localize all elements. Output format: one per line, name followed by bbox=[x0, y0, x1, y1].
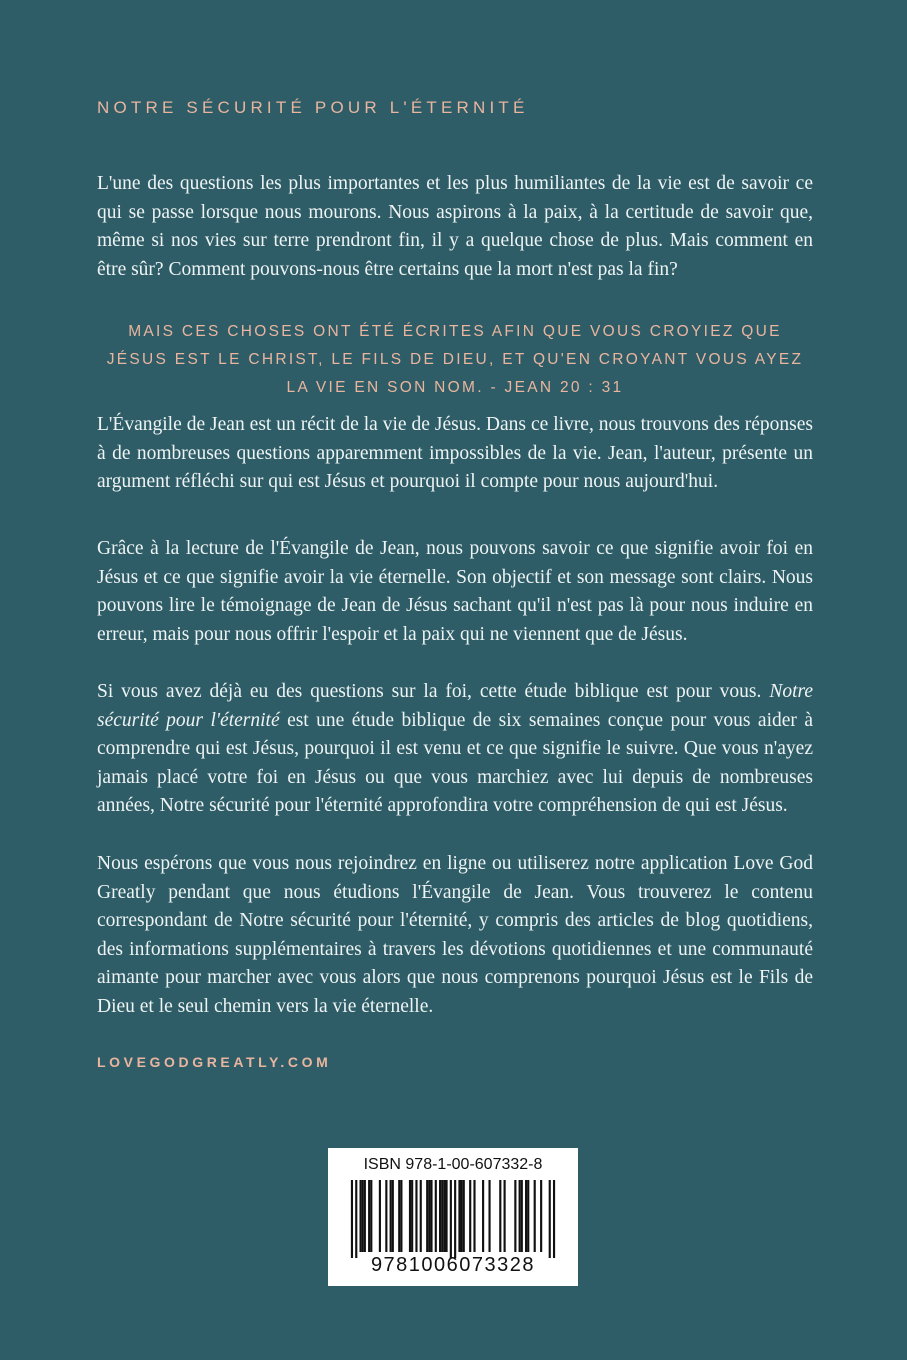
isbn-barcode bbox=[328, 1148, 578, 1286]
barcode-bar bbox=[473, 1180, 475, 1252]
barcode-bar bbox=[392, 1180, 394, 1252]
barcode-bar bbox=[435, 1180, 437, 1252]
barcode-bar bbox=[549, 1180, 551, 1258]
barcode-bar bbox=[390, 1180, 392, 1252]
barcode-bar bbox=[385, 1180, 387, 1252]
barcode-bar bbox=[411, 1180, 413, 1252]
barcode-bar bbox=[441, 1180, 443, 1252]
barcode-bar bbox=[527, 1180, 529, 1252]
barcode-bar bbox=[519, 1180, 521, 1252]
paragraph-4-book-title: Notre sécurité pour l'éternité bbox=[97, 681, 814, 731]
barcode-bar bbox=[482, 1180, 484, 1252]
barcode-bar bbox=[430, 1180, 432, 1252]
barcode-digits: 9781006073328 bbox=[370, 1254, 536, 1276]
isbn-label: ISBN 978-1-00-607332-8 bbox=[363, 1156, 543, 1173]
barcode-bar bbox=[463, 1180, 465, 1252]
barcode-bar bbox=[461, 1180, 463, 1252]
barcode-bar bbox=[445, 1180, 447, 1252]
book-title: NOTRE SÉCURITÉ POUR L'ÉTERNITÉ bbox=[97, 98, 529, 117]
barcode-bar bbox=[426, 1180, 428, 1252]
paragraph-2: L'Évangile de Jean est un récit de la vie de Jésus. Dans ce livre, nous trouvons des réponses à de nombreuses questions apparemment impossibles de la vie. Jean, l'auteur, présente un argument réfléchi sur qui est Jésus et pourquoi il compte pour nous aujourd'hui. bbox=[97, 414, 813, 492]
paragraph-4-intro: Si vous avez déjà eu des questions sur la foi, cette étude biblique est pour vous. bbox=[97, 681, 762, 702]
paragraph-5: Nous espérons que vous nous rejoindrez en ligne ou utiliserez notre application Love God Greatly pendant que nous étudions l'Évangile de Jean. Vous trouverez le contenu correspondant de Notre sécurité pour l'éternité, y compris des articles de blog quotidiens, des informations supplémentaires à travers les dévotions quotidiennes et une communauté aimante pour marcher avec vous alors que nous comprenons pourquoi Jésus est le Fils de Dieu et le seul chemin vers la vie éternelle. bbox=[97, 853, 813, 1017]
barcode-bar bbox=[428, 1180, 430, 1252]
barcode-bar bbox=[454, 1180, 456, 1258]
barcode-bar bbox=[469, 1180, 471, 1252]
barcode-bar bbox=[439, 1180, 441, 1252]
barcode-bar bbox=[499, 1180, 501, 1252]
barcode-bar bbox=[368, 1180, 370, 1252]
barcode-bar bbox=[351, 1180, 353, 1258]
paragraph-1: L'une des questions les plus importantes et les plus humiliantes de la vie est de savoir ce qui se passe lorsque nous mourons. Nous aspirons à la paix, à la certitude de savoir que, même si nos vies sur terre prendront fin, il y a quelque chose de plus. Mais comment en être sûr? Comment pouvons-nous être certains que la mort n'est pas la fin? bbox=[97, 173, 813, 280]
barcode-bar bbox=[355, 1180, 357, 1258]
barcode-bar bbox=[400, 1180, 402, 1252]
barcode-bar bbox=[398, 1180, 400, 1252]
barcode-bar bbox=[534, 1180, 536, 1252]
barcode-bar bbox=[540, 1180, 542, 1252]
barcode-bar bbox=[488, 1180, 490, 1252]
barcode-bar bbox=[553, 1180, 555, 1258]
barcode-bar bbox=[379, 1180, 381, 1252]
paragraph-3: Grâce à la lecture de l'Évangile de Jean, nous pouvons savoir ce que signifie avoir foi en Jésus et ce que signifie avoir la vie éternelle. Son objectif et son message sont clairs. Nous pouvons lire le témoignage de Jean de Jésus sachant qu'il n'est pas là pour nous induire en erreur, mais pour nous offrir l'espoir et la paix qui ne viennent que de Jésus. bbox=[97, 538, 813, 645]
scripture-verse: MAIS CES CHOSES ONT ÉTÉ ÉCRITES AFIN QUE VOUS CROYIEZ QUE JÉSUS EST LE CHRIST, LE FILS DE DIEU, ET QU'EN CROYANT VOUS AYEZ LA VIE EN SON NOM. - JEAN 20 : 31 bbox=[106, 323, 804, 396]
barcode-bar bbox=[521, 1180, 523, 1252]
barcode-bar bbox=[370, 1180, 372, 1252]
barcode-bar bbox=[443, 1180, 445, 1252]
barcode-bar bbox=[409, 1180, 411, 1252]
barcode-bar bbox=[420, 1180, 422, 1252]
website-link[interactable]: LOVEGODGREATLY.COM bbox=[97, 1054, 332, 1070]
paragraph-4 bbox=[97, 678, 813, 821]
barcode-bar bbox=[458, 1180, 460, 1252]
barcode-bar bbox=[359, 1180, 361, 1252]
barcode-bar bbox=[525, 1180, 527, 1252]
barcode-bar bbox=[504, 1180, 506, 1252]
barcode-bar bbox=[514, 1180, 516, 1252]
barcode-bar bbox=[415, 1180, 417, 1252]
barcode-bar bbox=[450, 1180, 452, 1258]
barcode-bar bbox=[364, 1180, 366, 1252]
paragraph-4-rest: est une étude biblique de six semaines conçue pour vous aider à comprendre qui est Jésus, pourquoi il est venu et ce que signifie le suivre. Que vous n'ayez jamais placé votre foi en Jésus ou que vous marchiez avec lui depuis de nombreuses années, Notre sécurité pour l'éternité approfondira votre compréhension de qui est Jésus. bbox=[97, 709, 814, 816]
barcode-bar bbox=[362, 1180, 364, 1252]
